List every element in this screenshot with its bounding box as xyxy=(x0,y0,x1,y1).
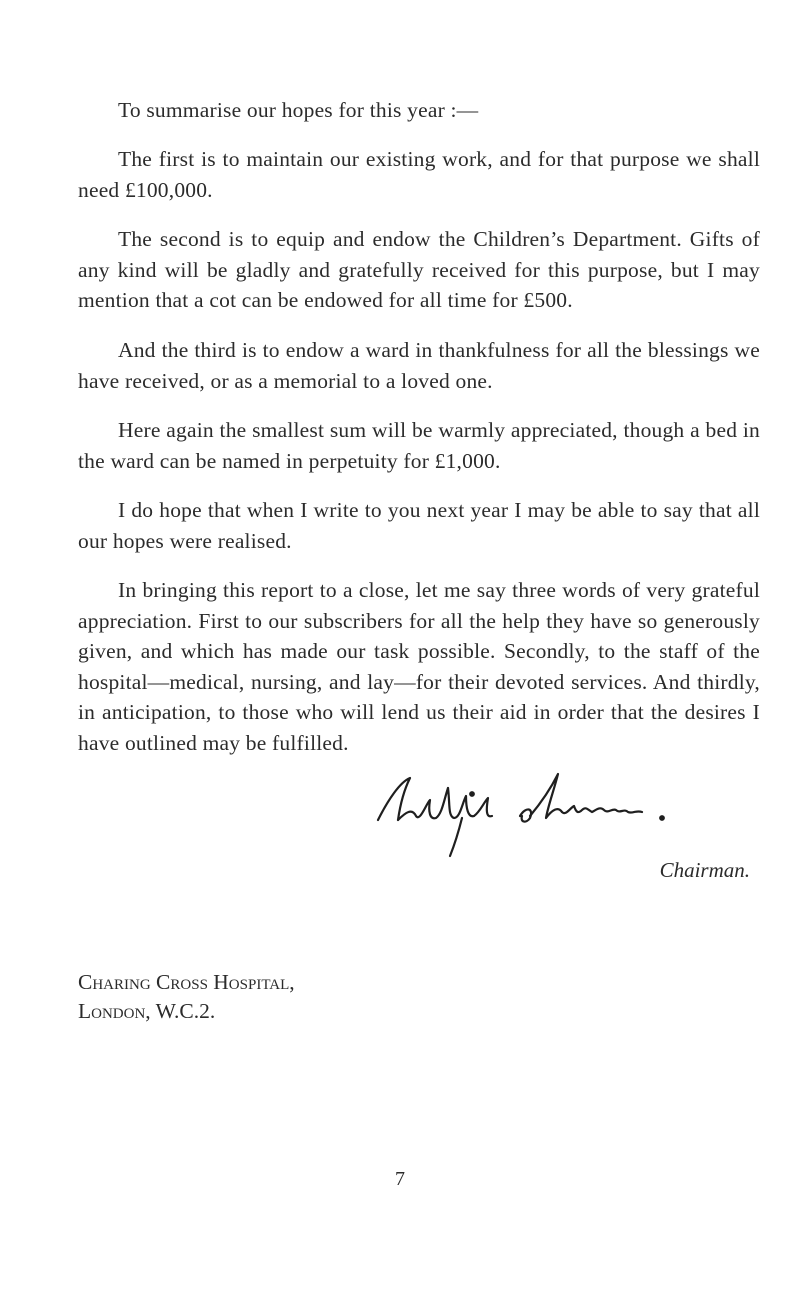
paragraph-closing: In bringing this report to a close, let me say three words of very grateful appreciation. First to our subscribers for all the help they have so generously given, and which has made our task possible. Secondly, to the staff of the hospital—medical, nursing, and lay—for their devoted services. And thirdly, in anticipation, to those who will lend us their aid in order that the desires I have outlined may be fulfilled. xyxy=(78,578,760,755)
paragraph-second-hope: The second is to equip and endow the Children’s Department. Gifts of any kind will be gladly and gratefully received for this purpose, but I may mention that a cot can be endowed for all time for £500. xyxy=(78,227,760,312)
address-line-2: London, W.C.2. xyxy=(78,999,216,1023)
paragraph-smallest-sum: Here again the smallest sum will be warmly appreciated, though a bed in the ward can be named in perpetuity for £1,000. xyxy=(78,418,760,473)
paragraph-third-hope: And the third is to endow a ward in thankfulness for all the blessings we have received, or as a memorial to a loved one. xyxy=(78,338,760,393)
paragraph-next-year: I do hope that when I write to you next year I may be able to say that all our hopes were realised. xyxy=(78,498,760,553)
hospital-address xyxy=(78,968,478,1026)
address-line-1: Charing Cross Hospital, xyxy=(78,970,295,994)
intro-line: To summarise our hopes for this year :— xyxy=(118,98,479,122)
handwritten-signature xyxy=(370,760,730,870)
signature-role: Chairman. xyxy=(659,858,750,882)
page-number: 7 xyxy=(395,1168,405,1190)
paragraph-first-hope: The first is to maintain our existing work, and for that purpose we shall need £100,000. xyxy=(78,147,760,202)
